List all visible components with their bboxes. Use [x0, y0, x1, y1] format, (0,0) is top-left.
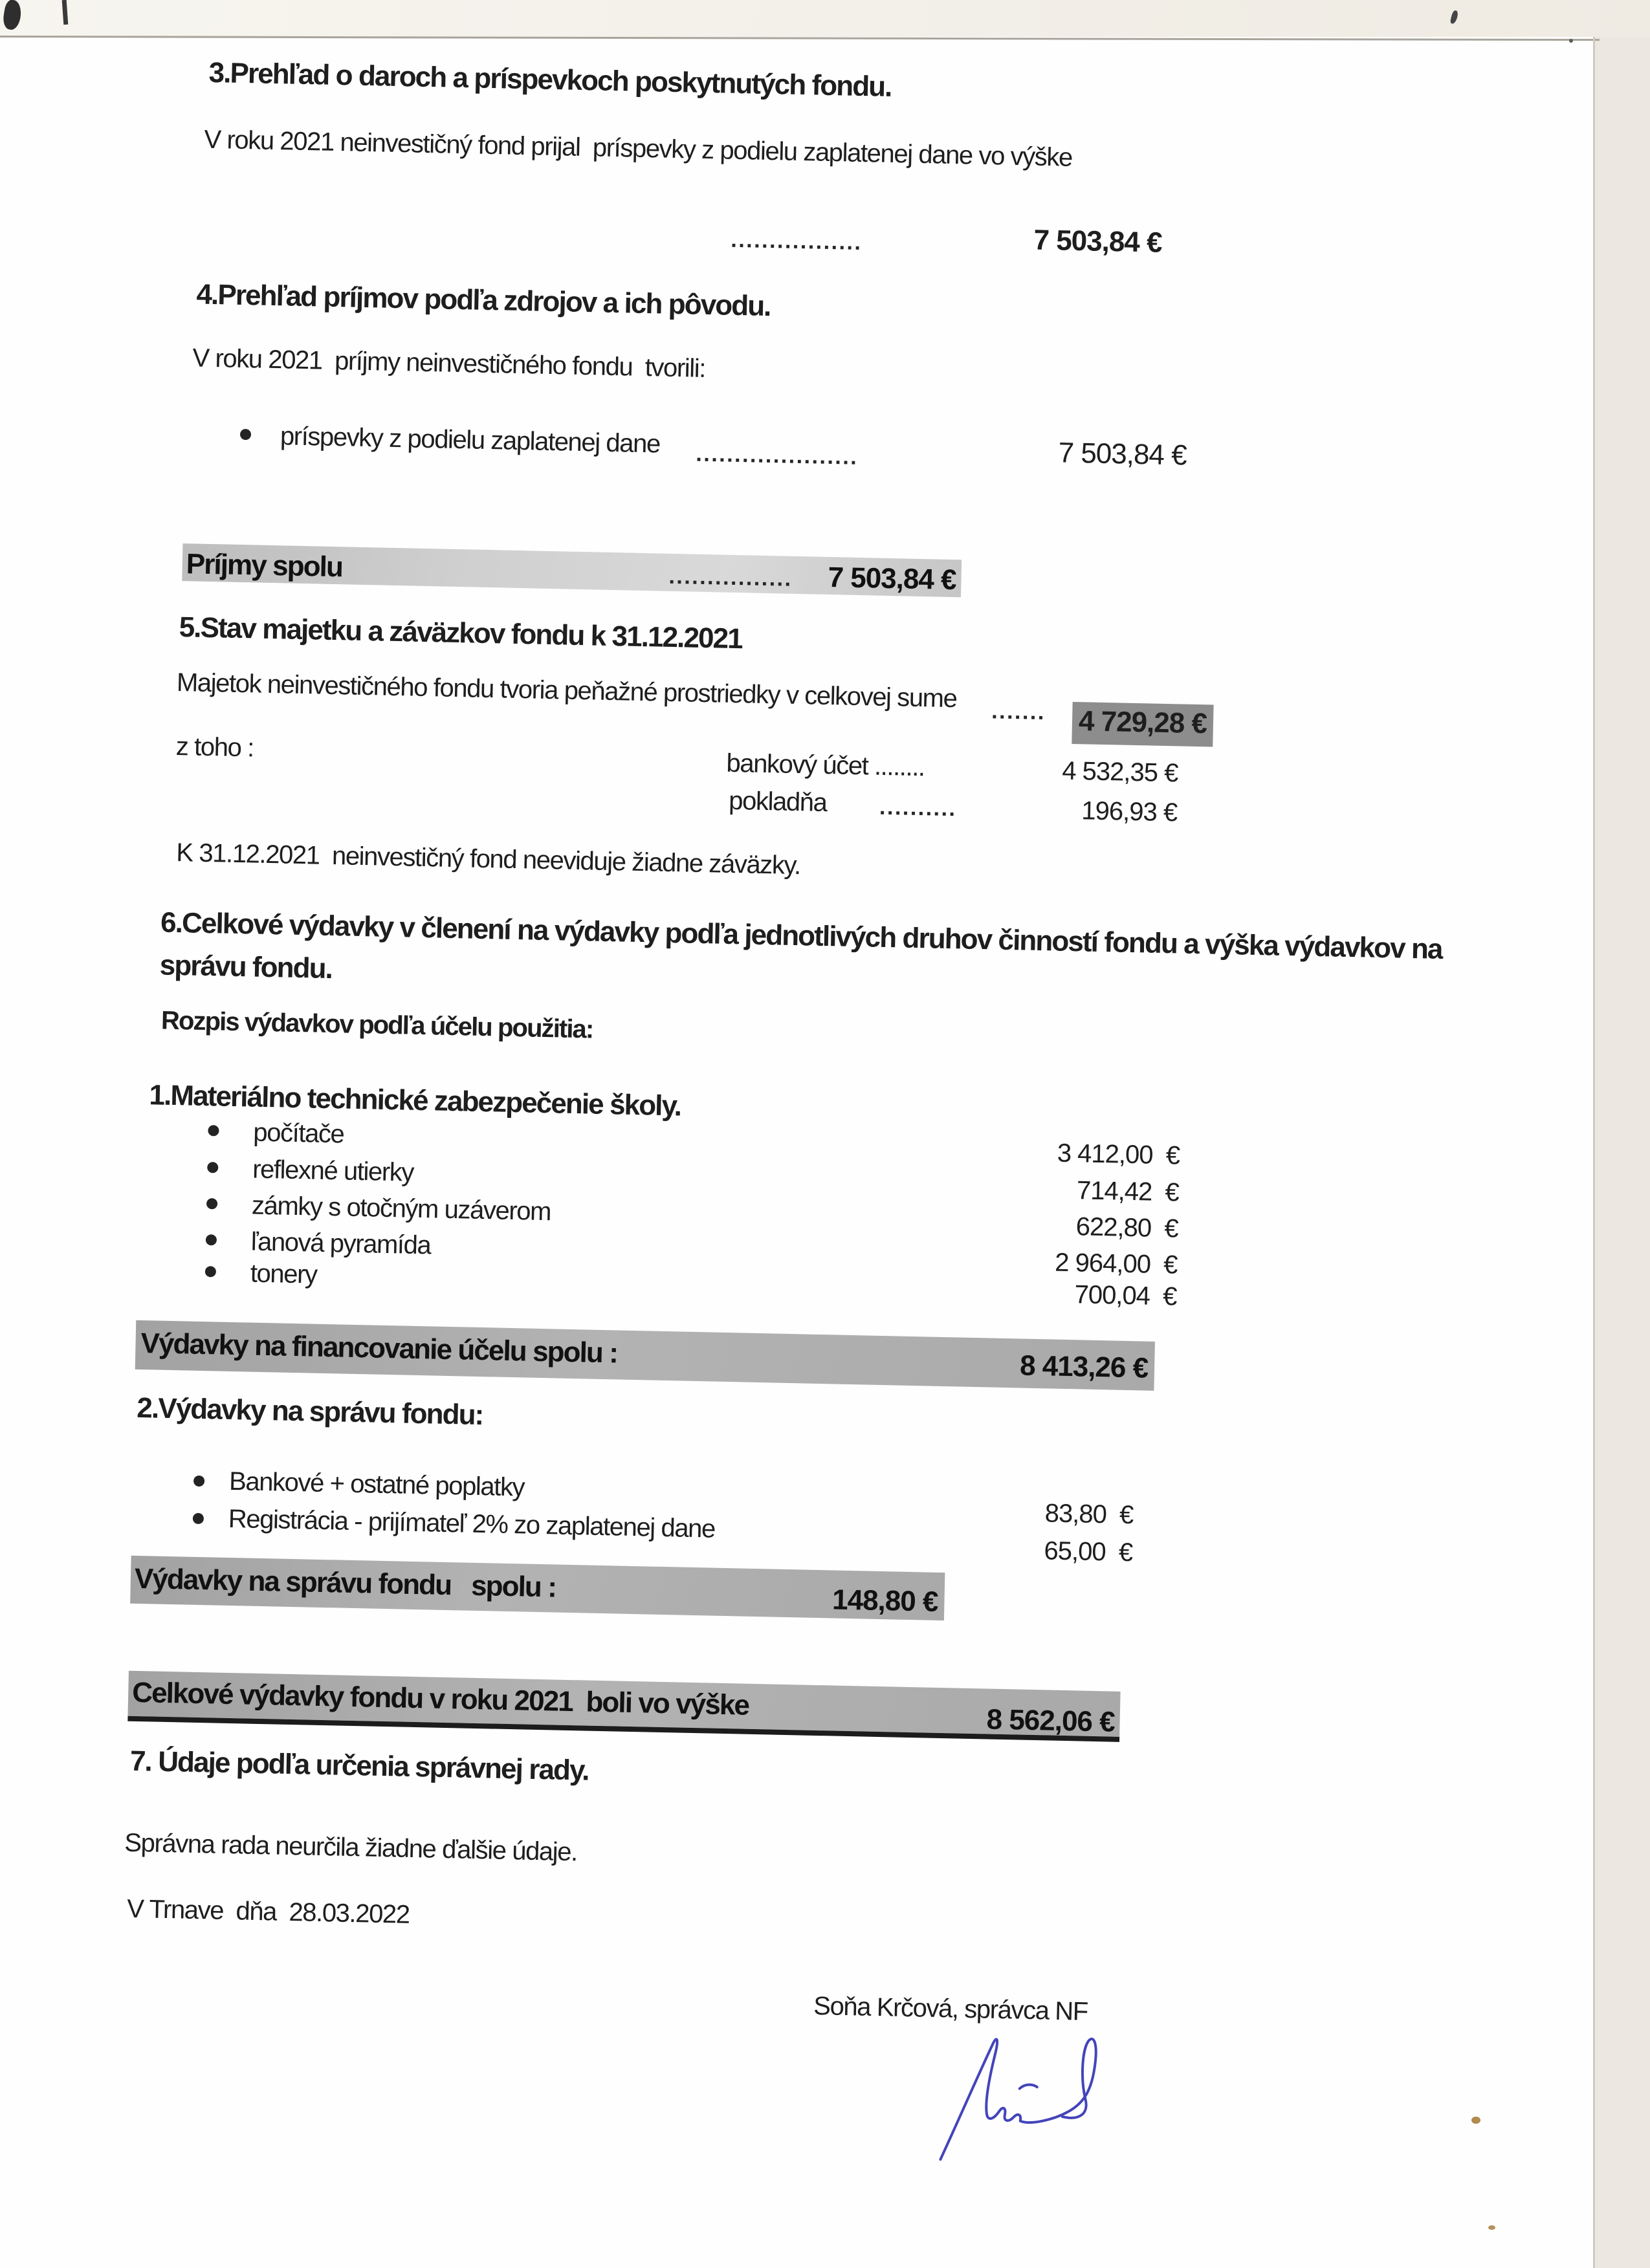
purpose-item-amount: 2 964,00 € [1054, 1248, 1178, 1280]
admin-item-amount: 65,00 € [1044, 1536, 1133, 1567]
income-total-dots: ................ [668, 563, 793, 591]
admin-expenses-heading: 2.Výdavky na správu fondu: [136, 1391, 483, 1432]
section7-body: Správna rada neurčila žiadne ďalšie údaje. [124, 1828, 578, 1867]
section6-subtitle: Rozpis výdavkov podľa účelu použitia: [160, 1006, 593, 1044]
purpose-item-label: počítače [252, 1118, 344, 1149]
section3-dotted-leader: ................. [731, 227, 863, 255]
section5-breakdown-label: z toho : [175, 732, 254, 763]
section5-note: K 31.12.2021 neinvestičný fond neeviduje žiadne záväzky. [175, 838, 801, 880]
grand-total-label: Celkové výdavky fondu v roku 2021 boli vo výške [131, 1676, 749, 1721]
section7-heading: 7. Údaje podľa určenia správnej rady. [129, 1745, 589, 1787]
place-and-date: V Trnave dňa 28.03.2022 [126, 1894, 410, 1929]
section4-heading: 4.Prehľad príjmov podľa zdrojov a ich pôvodu. [196, 278, 771, 323]
cash-label: pokladňa [728, 786, 827, 818]
section5-dotted-leader: ....... [991, 699, 1046, 725]
purpose-total-amount: 8 413,26 € [1019, 1349, 1149, 1384]
bank-account-amount: 4 532,35 € [1061, 756, 1178, 788]
bullet-icon [193, 1513, 204, 1524]
section3-amount: 7 503,84 € [1033, 224, 1163, 259]
cash-amount: 196,93 € [1081, 796, 1178, 827]
section4-body: V roku 2021 príjmy neinvestičného fondu tvorili: [192, 343, 706, 383]
purpose-total-label: Výdavky na financovanie účelu spolu : [140, 1327, 618, 1369]
bank-account-label: bankový účet ........ [726, 748, 925, 782]
purpose-item-label: tonery [250, 1259, 318, 1289]
admin-item-label: Registrácia - prijímateľ 2% zo zaplatenej dane [228, 1504, 716, 1543]
grand-total-band [127, 1671, 1120, 1742]
bullet-icon [206, 1198, 217, 1209]
section5-body: Majetok neinvestičného fondu tvoria peňažné prostriedky v celkovej sume [176, 668, 957, 714]
purpose-item-amount: 700,04 € [1074, 1280, 1177, 1311]
signature-strokes [940, 2036, 1096, 2163]
section3-body: V roku 2021 neinvestičný fond prijal príspevky z podielu zaplatenej dane vo výške [204, 125, 1073, 172]
income-total-amount: 7 503,84 € [828, 561, 957, 596]
section3-heading: 3.Prehľad o daroch a príspevkoch poskytnutých fondu. [208, 56, 892, 103]
signatory-name: Soňa Krčová, správca NF [813, 1992, 1088, 2026]
purpose-item-label: reflexné utierky [252, 1155, 414, 1187]
section4-item-amount: 7 503,84 € [1058, 437, 1187, 472]
income-total-band [182, 543, 962, 597]
section5-heading: 5.Stav majetku a záväzkov fondu k 31.12.2021 [179, 611, 743, 655]
section5-total-amount-highlighted: 4 729,28 € [1072, 702, 1213, 747]
income-total-label: Príjmy spolu [186, 548, 343, 583]
handwritten-signature [929, 2022, 1126, 2168]
admin-item-amount: 83,80 € [1044, 1499, 1134, 1530]
section4-dotted-leader: ..................... [696, 441, 859, 470]
grand-total-amount: 8 562,06 € [986, 1703, 1116, 1738]
bullet-icon [207, 1162, 218, 1173]
purpose-total-band [135, 1320, 1155, 1391]
bullet-icon [206, 1234, 217, 1245]
purpose-expenses-heading: 1.Materiálno technické zabezpečenie školy. [149, 1079, 681, 1122]
purpose-item-label: zámky s otočným uzáverom [251, 1191, 551, 1227]
admin-total-label: Výdavky na správu fondu spolu : [134, 1562, 556, 1604]
section6-heading: 6.Celkové výdavky v členení na výdavky podľa jednotlivých druhov činností fondu a výška výdavkov na správu fondu. [159, 906, 1443, 985]
admin-total-amount: 148,80 € [831, 1584, 938, 1618]
purpose-item-amount: 3 412,00 € [1057, 1139, 1180, 1170]
bullet-icon [240, 429, 251, 440]
section4-item-label: príspevky z podielu zaplatenej dane [280, 422, 661, 459]
purpose-item-label: ľanová pyramída [250, 1227, 431, 1260]
purpose-item-amount: 714,42 € [1076, 1176, 1180, 1207]
bullet-icon [208, 1125, 219, 1136]
bullet-icon [193, 1476, 204, 1487]
cash-dotted-leader: .......... [879, 794, 958, 822]
purpose-item-amount: 622,80 € [1075, 1212, 1179, 1243]
admin-item-label: Bankové + ostatné poplatky [228, 1467, 525, 1502]
bullet-icon [205, 1266, 216, 1277]
admin-total-band [130, 1556, 945, 1620]
